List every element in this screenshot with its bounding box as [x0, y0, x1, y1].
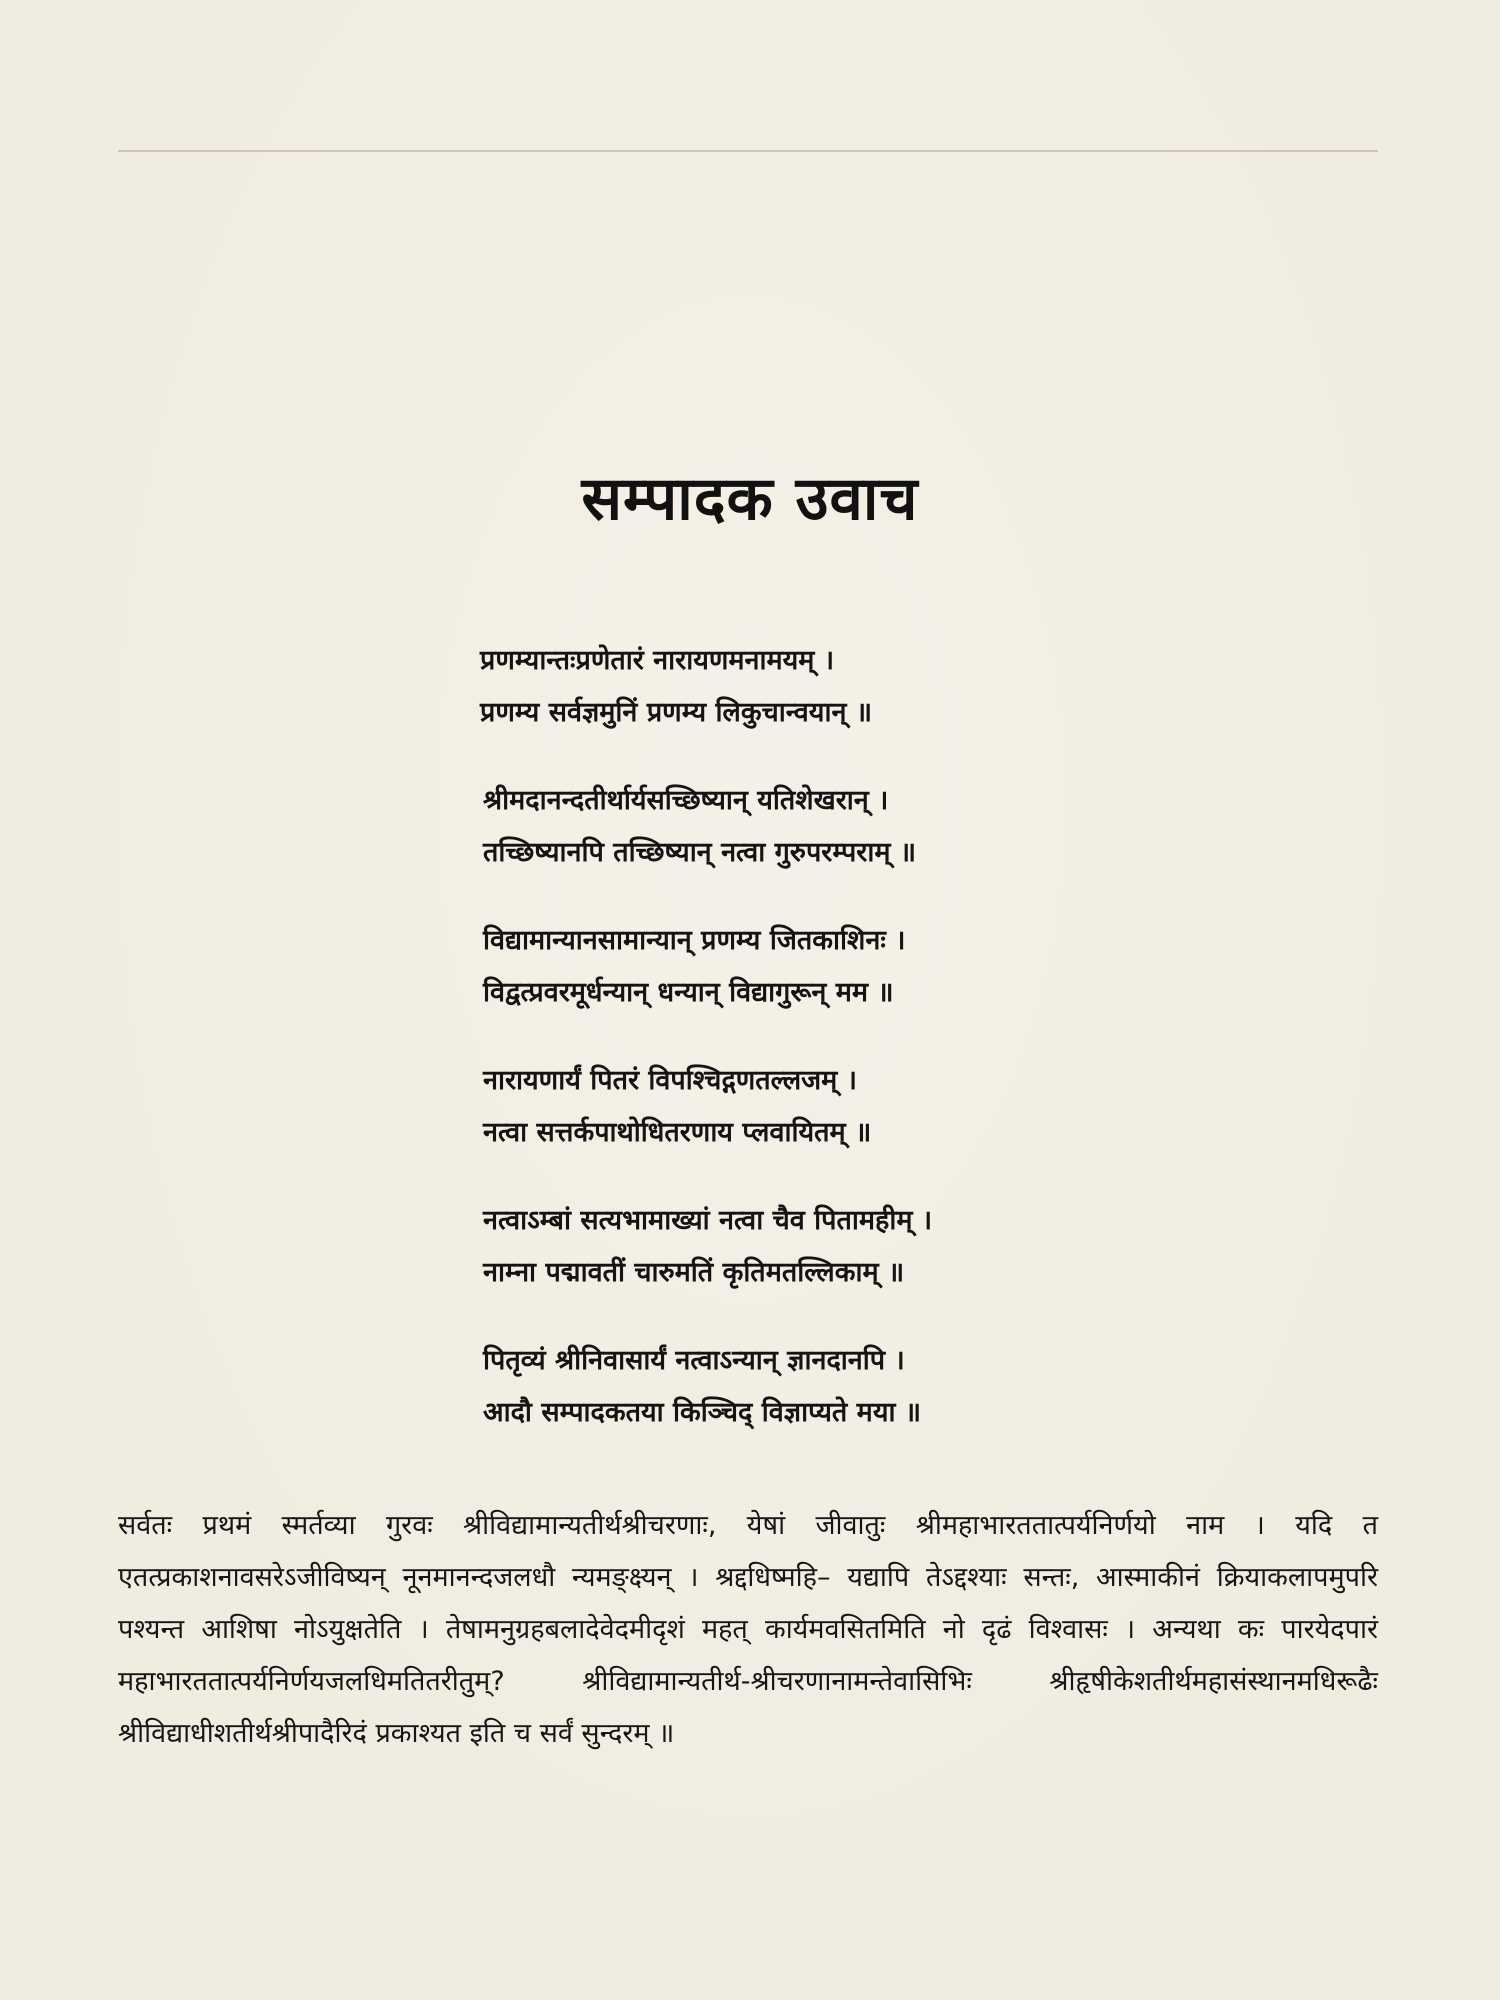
- verse-line: विद्वत्प्रवरमूर्धन्यान् धन्यान् विद्यागुरून् मम ॥: [483, 977, 894, 1008]
- verse-line: पितृव्यं श्रीनिवासार्यं नत्वाऽन्यान् ज्ञानदानपि ।: [483, 1345, 905, 1376]
- verse-line: नत्वा सत्तर्कपाथोधितरणाय प्लवायितम् ॥: [483, 1117, 872, 1148]
- verse-stanza: [0, 1335, 1500, 1439]
- verse-line: नत्वाऽम्बां सत्यभामाख्यां नत्वा चैव पितामहीम् ।: [483, 1205, 933, 1236]
- prose-paragraph: सर्वतः प्रथमं स्मर्तव्या गुरवः श्रीविद्यामान्यतीर्थश्रीचरणाः, येषां जीवातुः श्रीमहाभारततात्पर्यनिर्णयो नाम । यदि त एतत्प्रकाशनावसरेऽजीविष्यन् नूनमानन्दजलधौ न्यमङ्क्ष्यन् । श्रद्दधिष्महि– यद्यापि तेऽद्दश्याः सन्तः, आस्माकीनं क्रियाकलापमुपरि पश्यन्त आशिषा नोऽयुक्षतेति । तेषामनुग्रहबलादेवेदमीदृशं महत् कार्यमवसितमिति नो दृढं विश्वासः । अन्यथा कः पारयेदपारं महाभारततात्पर्यनिर्णयजलधिमतितरीतुम्? श्रीविद्यामान्यतीर्थ-श्रीचरणानामन्तेवासिभिः श्रीहृषीकेशतीर्थमहासंस्थानमधिरूढैः श्रीविद्याधीशतीर्थश्रीपादैरिदं प्रकाश्यत इति च सर्वं सुन्दरम् ॥: [118, 1510, 1378, 1749]
- verse-stanza: [0, 1195, 1500, 1299]
- verse-line: नाम्ना पद्मावतीं चारुमतिं कृतिमतल्लिकाम् ॥: [483, 1257, 905, 1288]
- verse-line: प्रणम्य सर्वज्ञमुनिं प्रणम्य लिकुचान्वयान् ॥: [480, 697, 873, 728]
- verse-line: नारायणार्यं पितरं विपश्चिद्गणतल्लजम् ।: [483, 1065, 857, 1096]
- header-rule: [118, 150, 1378, 152]
- page-title: सम्पादक उवाच: [581, 464, 919, 534]
- verse-block: [0, 635, 1500, 1475]
- verse-line: विद्यामान्यानसामान्यान् प्रणम्य जितकाशिनः ।: [483, 925, 906, 956]
- verse-stanza: [0, 775, 1500, 879]
- verse-stanza: [0, 1055, 1500, 1159]
- verse-stanza: [0, 915, 1500, 1019]
- verse-line: श्रीमदानन्दतीर्थार्यसच्छिष्यान् यतिशेखरान् ।: [483, 785, 889, 816]
- verse-stanza: [0, 635, 1500, 739]
- verse-line: आदौ सम्पादकतया किञ्चिद् विज्ञाप्यते मया ॥: [483, 1397, 922, 1428]
- verse-line: प्रणम्यान्तःप्रणेतारं नारायणमनामयम् ।: [480, 645, 835, 676]
- verse-line: तच्छिष्यानपि तच्छिष्यान् नत्वा गुरुपरम्पराम् ॥: [483, 837, 917, 868]
